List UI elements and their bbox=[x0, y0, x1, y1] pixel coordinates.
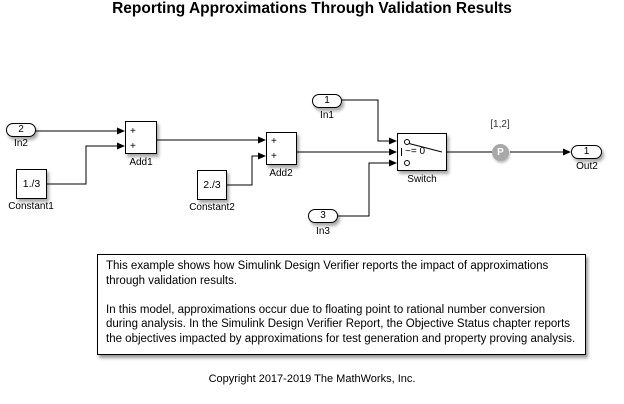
inport-label-in3: In3 bbox=[316, 226, 330, 237]
add2-plus-1: + bbox=[271, 136, 277, 147]
add1-plus-1: + bbox=[130, 126, 136, 137]
description-annotation-box[interactable] bbox=[97, 254, 586, 355]
wire-constant1-add1[interactable] bbox=[46, 146, 117, 184]
probe-annotation: [1,2] bbox=[490, 119, 510, 130]
add2-plus-2: + bbox=[271, 151, 277, 162]
constant2-label: Constant2 bbox=[189, 202, 235, 213]
constant1-label: Constant1 bbox=[8, 201, 54, 212]
model-title: Reporting Approximations Through Validation Results bbox=[112, 0, 512, 17]
wire-in3-switch[interactable] bbox=[338, 163, 389, 216]
arrowhead-add2-in2 bbox=[258, 153, 266, 160]
inport-block-in3[interactable]: 3 bbox=[308, 209, 338, 223]
description-paragraph-2: In this model, approximations occur due to floating point to rational number conversion during analysis. In the Simulink Design Verifier Report, the Objective Status chapter reports the objectives impacted by approximations for test generation and property proving analysis. bbox=[106, 303, 576, 345]
add2-block[interactable] bbox=[266, 132, 297, 165]
copyright-text: Copyright 2017-2019 The MathWorks, Inc. bbox=[208, 373, 416, 385]
switch-criteria-text: ~= 0 bbox=[405, 146, 426, 157]
inport-block-in2[interactable]: 2 bbox=[6, 123, 36, 137]
add1-label: Add1 bbox=[129, 157, 153, 168]
inport-block-in1[interactable]: 1 bbox=[312, 94, 342, 108]
inport-label-in2: In2 bbox=[14, 138, 28, 149]
constant1-block[interactable]: 1./3 bbox=[16, 169, 47, 199]
outport-label-out2: Out2 bbox=[576, 161, 598, 172]
arrowhead-switch-in2 bbox=[389, 149, 397, 156]
outport-block-out2[interactable]: 1 bbox=[571, 145, 602, 159]
constant2-block[interactable]: 2./3 bbox=[197, 170, 227, 200]
arrowhead-out2-in bbox=[563, 149, 571, 156]
add1-block[interactable] bbox=[125, 121, 157, 154]
description-paragraph-1: This example shows how Simulink Design Verifier reports the impact of approximations through validation results. bbox=[106, 260, 549, 287]
wire-constant2-add2[interactable] bbox=[227, 156, 258, 185]
probe-badge[interactable]: P bbox=[492, 144, 509, 161]
add1-plus-2: + bbox=[130, 141, 136, 152]
arrowhead-add1-in1 bbox=[117, 128, 125, 135]
arrowhead-switch-in1 bbox=[389, 138, 397, 145]
wire-in1-switch[interactable] bbox=[342, 100, 389, 141]
inport-label-in1: In1 bbox=[320, 110, 334, 121]
add2-label: Add2 bbox=[269, 168, 293, 179]
switch-label: Switch bbox=[407, 174, 437, 185]
arrowhead-add2-in1 bbox=[258, 137, 266, 144]
arrowhead-add1-in2 bbox=[117, 143, 125, 150]
arrowhead-switch-in3 bbox=[389, 160, 397, 167]
